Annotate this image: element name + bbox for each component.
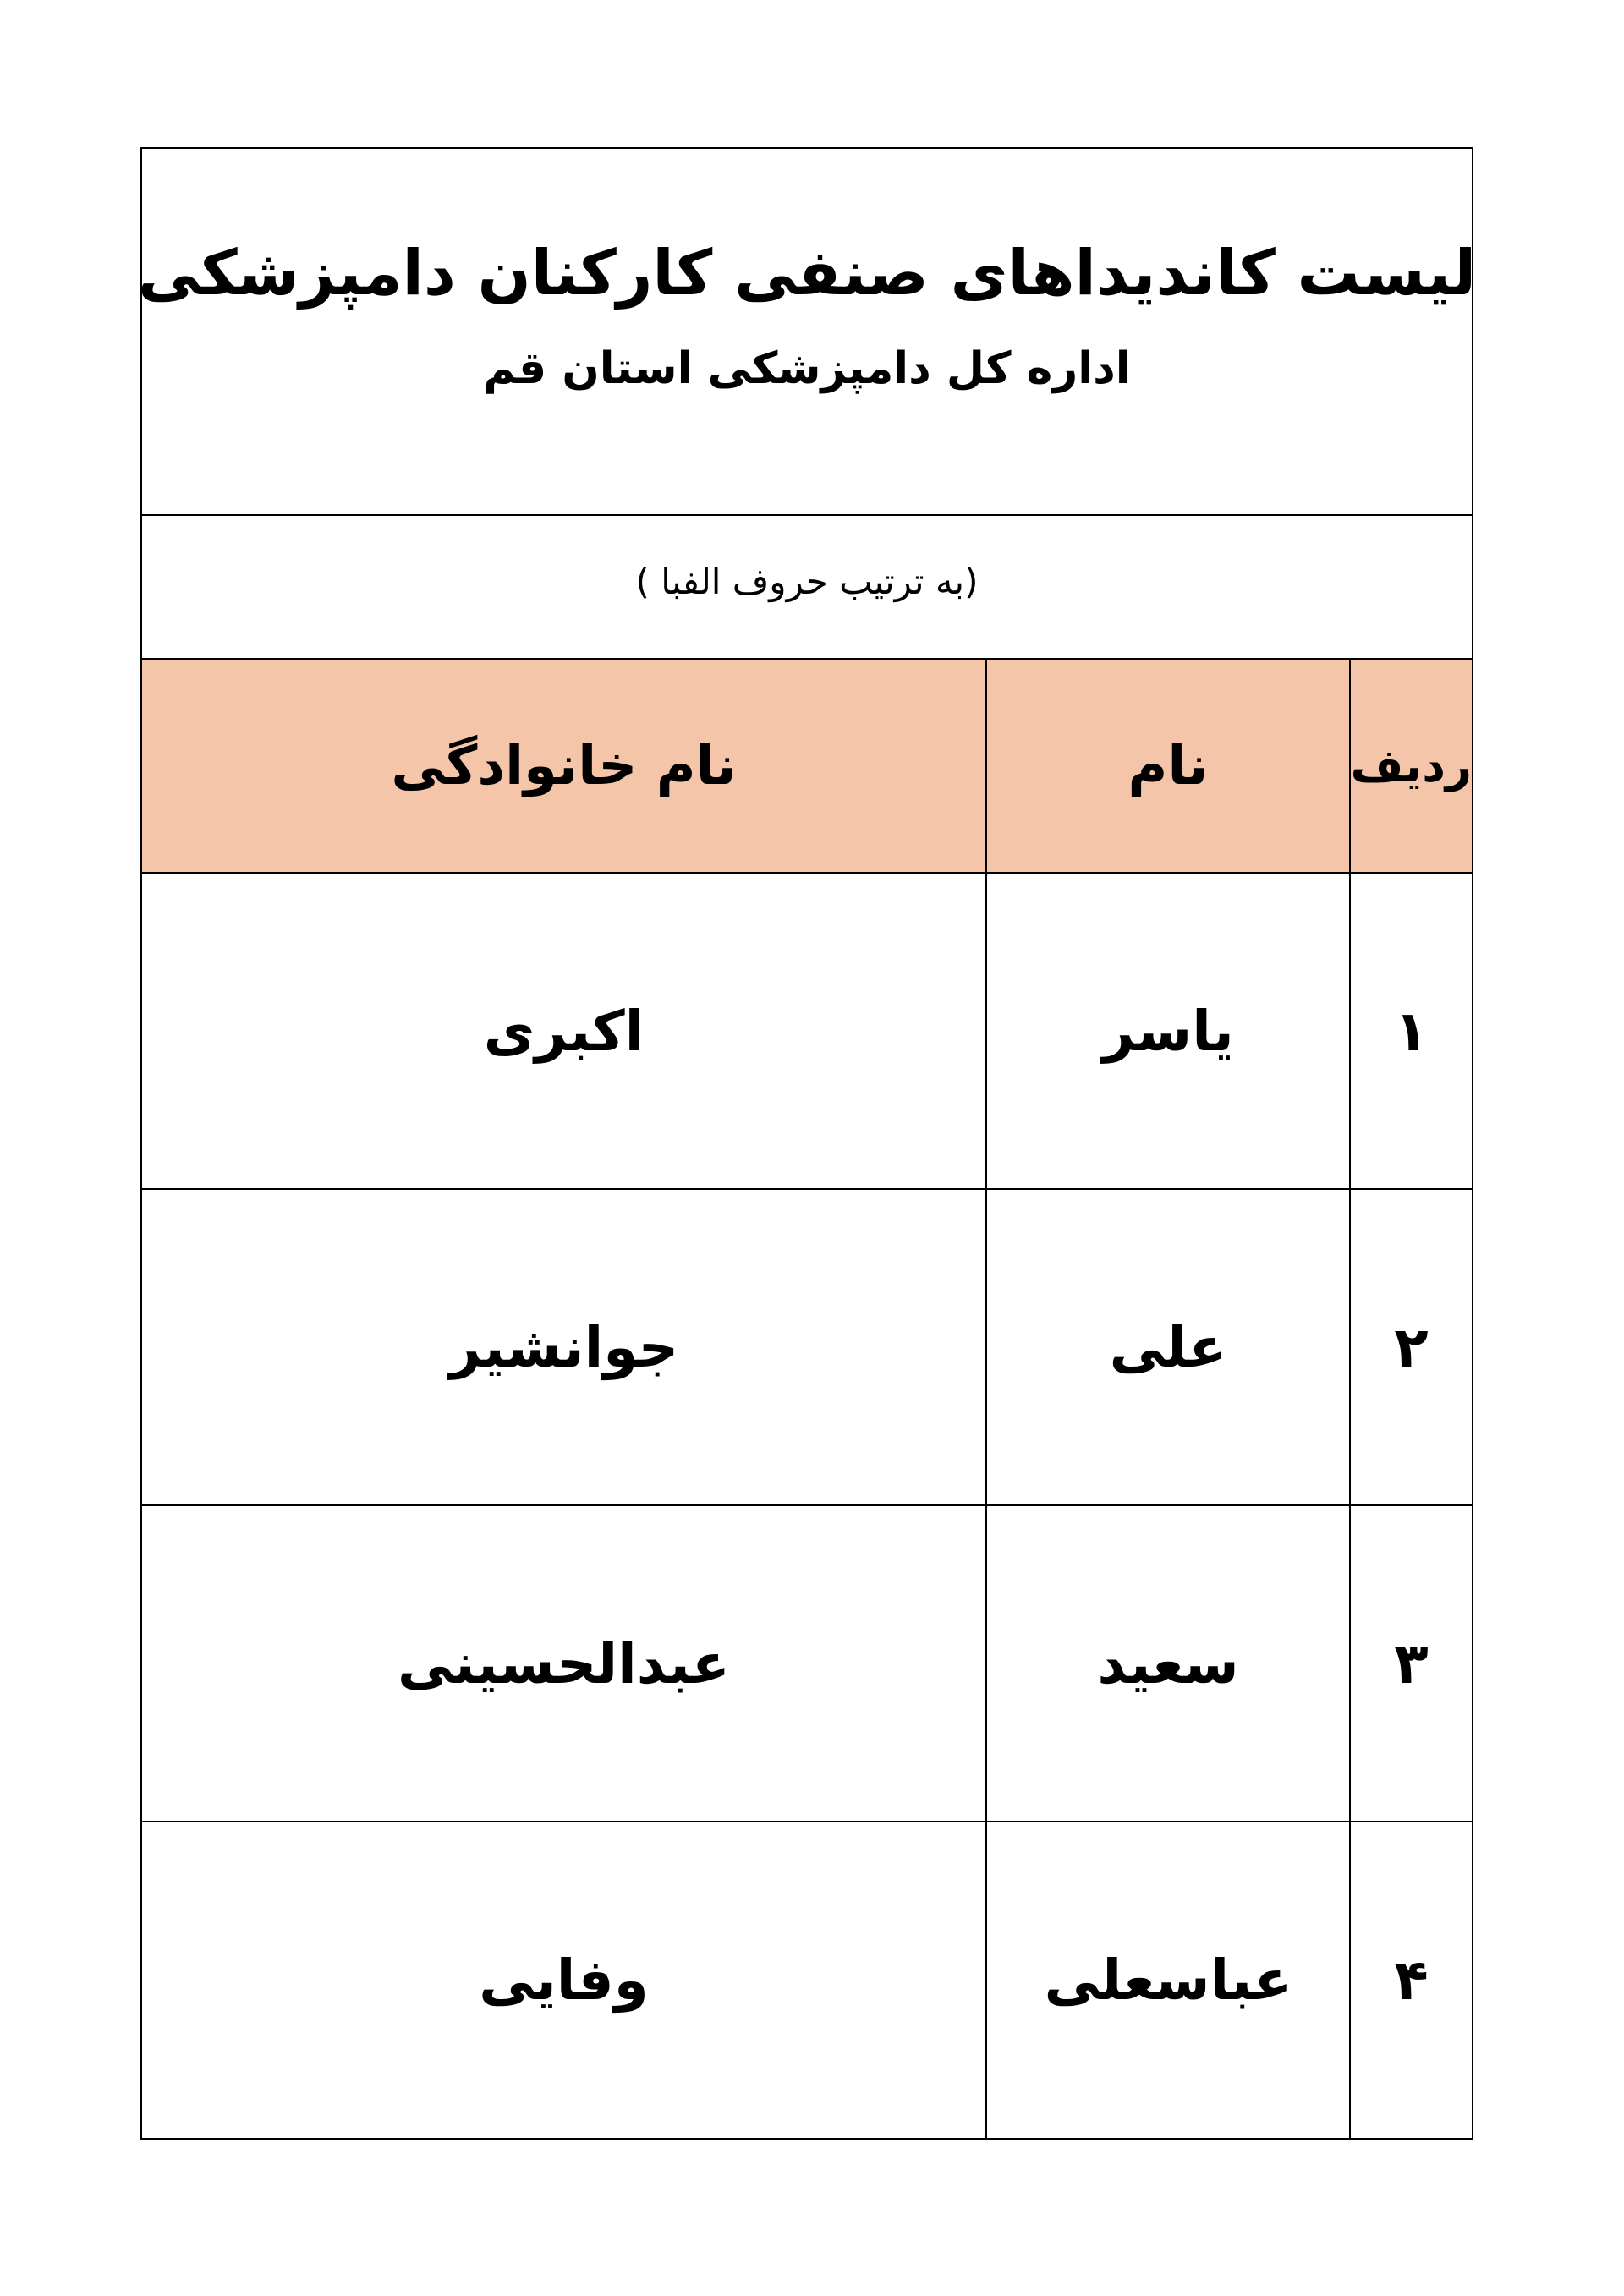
row-last-name: عبدالحسینی [142,1505,986,1822]
alphabetical-order-note: (به ترتیب حروف الفبا ) [635,561,979,602]
header-first-name: نام [986,660,1350,873]
table-row [142,1822,1472,2138]
row-index: ۳ [1350,1505,1472,1822]
row-last-name: جوانشیر [142,1189,986,1505]
document-subtitle: اداره کل دامپزشکی استان قم [483,343,1131,394]
row-index: ۴ [1350,1822,1472,2138]
table-row [142,873,1472,1189]
row-index: ۱ [1350,873,1472,1189]
note-row [142,516,1472,660]
row-last-name: اکبری [483,998,645,1064]
table-row [142,1505,1472,1822]
row-first-name: عباسعلی [986,1822,1350,2138]
row-first-name: سعید [986,1505,1350,1822]
header-last-name: نام خانوادگی [142,660,986,873]
candidate-list-sheet [137,147,1477,2140]
row-first-name: یاسر [986,873,1350,1189]
candidates-table [142,660,1472,2138]
row-first-name: علی [986,1189,1350,1505]
document-title: لیست کاندیداهای صنفی کارکنان دامپزشکی [137,237,1477,310]
header-index: ردیف [1350,660,1472,873]
row-last-name: وفایی [142,1822,986,2138]
row-index: ۲ [1350,1189,1472,1505]
table-row [142,1189,1472,1505]
title-block [137,149,1477,516]
table-header-row [142,660,1472,873]
